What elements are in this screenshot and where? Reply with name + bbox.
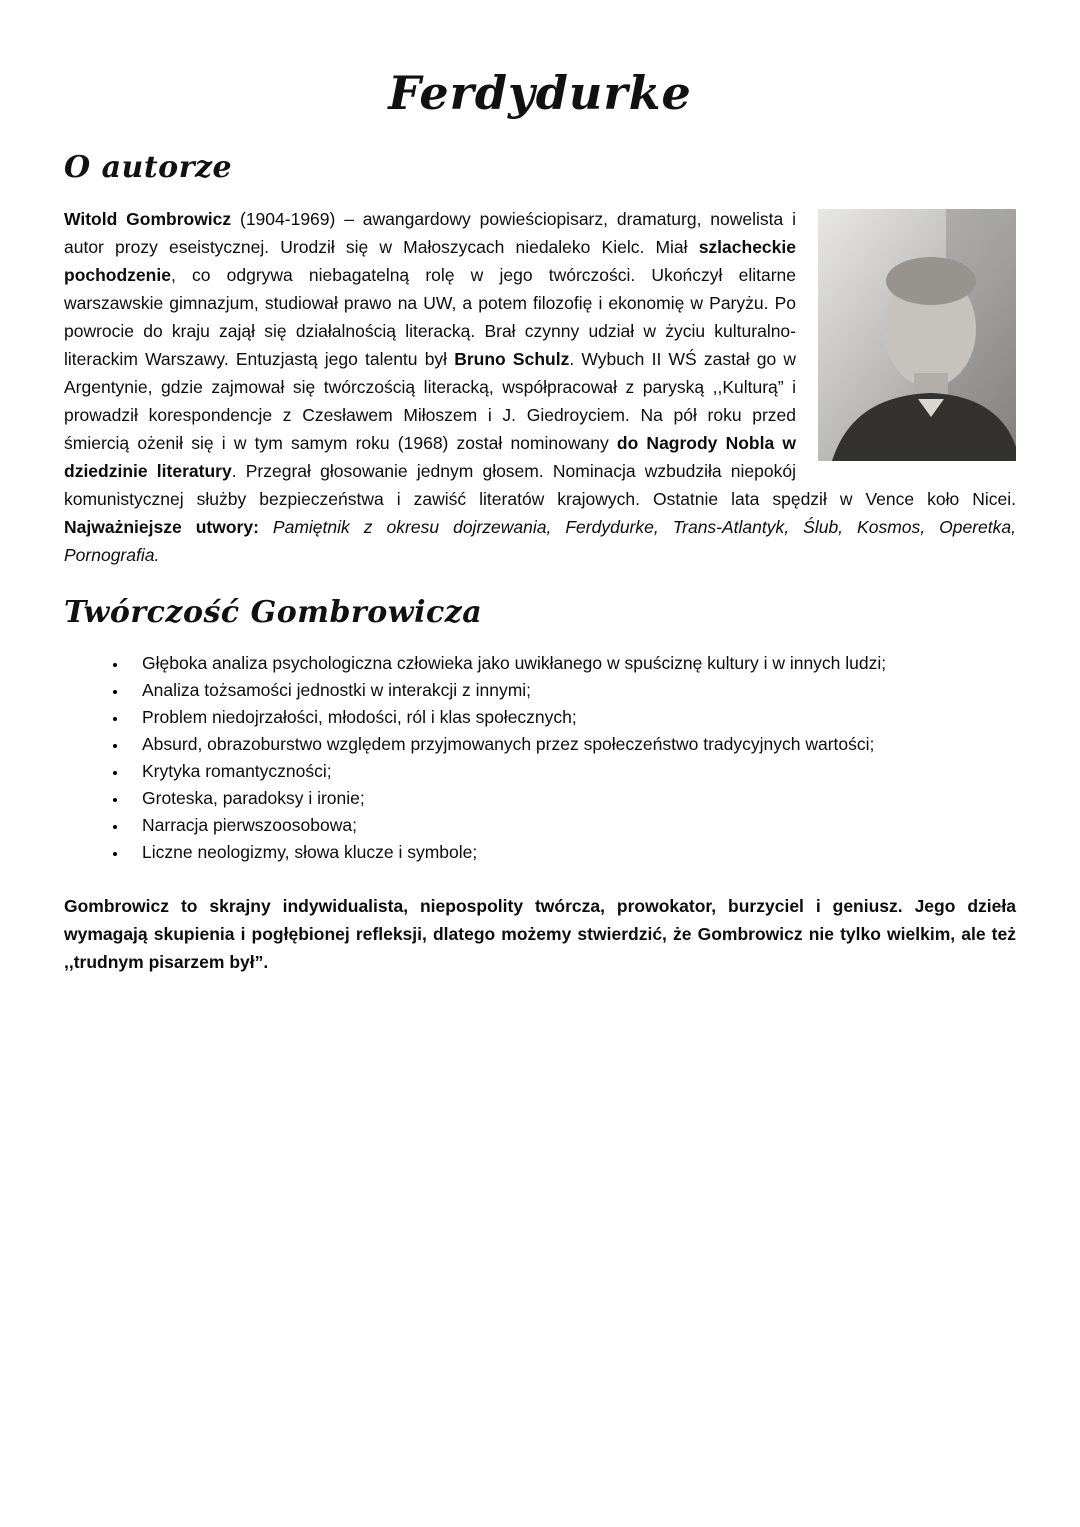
bullet-item: • Narracja pierwszoosobowa; bbox=[128, 812, 1016, 839]
text-segment: , co odgrywa niebagatelną rolę w jego twórczości. Ukończył elitarne warszawskie gimnazjum, studiował prawo na UW, a potem filozofię i ekonomię w Paryżu. Po powrocie do kraju zajął się działalnością literacką. Brał czynny udział w życiu kulturalno-literackim Warszawy. Entuzjastą jego talentu był bbox=[64, 265, 796, 369]
about-heading: O autorze bbox=[64, 150, 233, 185]
bullet-item: • Analiza tożsamości jednostki w interakcji z innymi; bbox=[128, 677, 1016, 704]
text-segment-italic: Pamiętnik z okresu dojrzewania, Ferdydurke, Trans-Atlantyk, Ślub, Kosmos, Operetka, Pornografia. bbox=[64, 517, 1016, 565]
text-segment-bold: Bruno Schulz bbox=[454, 349, 570, 369]
bullet-item: • Problem niedojrzałości, młodości, ról i klas społecznych; bbox=[128, 704, 1016, 731]
bullet-item: • Groteska, paradoksy i ironie; bbox=[128, 785, 1016, 812]
bullet-item: • Liczne neologizmy, słowa klucze i symbole; bbox=[128, 839, 1016, 866]
works-heading: Twórczość Gombrowicza bbox=[64, 595, 483, 630]
about-paragraph bbox=[64, 205, 1016, 569]
text-segment: (1904-1969) – awangardowy powieściopisarz, dramaturg, nowelista i autor prozy eseistycznej. Urodził się w Małoszycach niedaleko Kielc. Miał bbox=[64, 209, 796, 257]
bullet-item: • Krytyka romantyczności; bbox=[128, 758, 1016, 785]
document-title: Ferdydurke bbox=[388, 66, 692, 120]
author-photo bbox=[818, 209, 1016, 461]
text-segment-bold: do Nagrody Nobla w dziedzinie literatury bbox=[64, 433, 796, 481]
text-segment: . Przegrał głosowanie jednym głosem. Nominacja wzbudziła niepokój komunistycznej służby bezpieczeństwa i zawiść literatów krajowych. Ostatnie lata spędził w Vence koło Nicei. bbox=[64, 461, 1016, 509]
bullet-item: • Absurd, obrazoburstwo względem przyjmowanych przez społeczeństwo tradycyjnych wartości; bbox=[128, 731, 1016, 758]
text-segment-bold: Witold Gombrowicz bbox=[64, 209, 240, 229]
text-segment-bold: Najważniejsze utwory: bbox=[64, 517, 273, 537]
text-segment: . Wybuch II WŚ zastał go w Argentynie, gdzie zajmował się twórczością literacką, współpracował z paryską ,,Kulturą” i prowadził korespondencje z Czesławem Miłoszem i J. Giedroyciem. Na pół roku przed śmiercią ożenił się i w tym samym roku (1968) został nominowany bbox=[64, 349, 796, 453]
text-segment-bold: szlacheckie pochodzenie bbox=[64, 237, 796, 285]
works-list bbox=[64, 650, 1016, 866]
closing-paragraph: Gombrowicz to skrajny indywidualista, niepospolity twórcza, prowokator, burzyciel i geniusz. Jego dzieła wymagają skupienia i pogłębionej refleksji, dlatego możemy stwierdzić, że Gombrowicz nie tylko wielkim, ale też ,,trudnym pisarzem był”. bbox=[64, 896, 1016, 972]
photo-hair bbox=[886, 257, 976, 305]
bullet-item: • Głęboka analiza psychologiczna człowieka jako uwikłanego w spuściznę kultury i w innych ludzi; bbox=[128, 650, 1016, 677]
